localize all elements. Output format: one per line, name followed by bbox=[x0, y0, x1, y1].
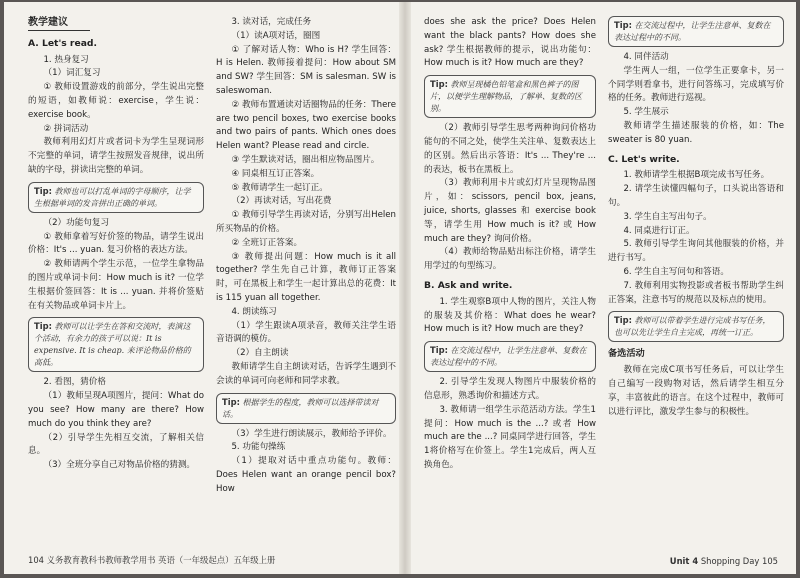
tip-label: Tip: bbox=[34, 321, 52, 332]
paragraph: 4. 同桌进行订正。 bbox=[623, 225, 695, 236]
section-d-title: 备选活动 bbox=[608, 348, 645, 360]
book-gutter bbox=[399, 2, 411, 574]
paragraph: （3）全班分享自己对物品价格的猜测。 bbox=[43, 460, 196, 471]
tip-box bbox=[28, 317, 204, 372]
right-page-footer bbox=[670, 556, 778, 566]
paragraph: 教师请学生描述服装的价格，如：The sweater is 80 yuan. bbox=[608, 120, 784, 145]
right-column-2 bbox=[608, 16, 784, 419]
paragraph: 4. 朗读练习 bbox=[231, 306, 277, 317]
tip-text: 教师可以让学生在答和交流时，表演这个活动，有余力的孩子可以说：It is expensive. It is cheap. 来评论物品价格的高低。 bbox=[34, 322, 191, 368]
right-column-1 bbox=[424, 16, 596, 473]
footer-title: Shopping Day 105 bbox=[698, 556, 778, 566]
tip-label: Tip: bbox=[34, 185, 52, 196]
section-c-title: C. Let's write. bbox=[608, 153, 680, 165]
tip-box bbox=[424, 341, 596, 372]
paragraph: ③ 教师提出问题：How much is it all together? 学生先自己计算，教师订正答案时，可在黑板上和学生一起计算出总的花费：It is 115 yuan all together. bbox=[216, 251, 396, 303]
unit-label: Unit 4 bbox=[669, 556, 699, 566]
paragraph: （1）读A项对话，圈图 bbox=[231, 30, 321, 41]
paragraph: （2）功能句复习 bbox=[43, 217, 110, 228]
paragraph: 5. 功能句操练 bbox=[231, 442, 286, 453]
paragraph: （1）教师呈现A项图片，提问：What do you see? How many are there? How much do you think they are? bbox=[28, 391, 204, 429]
paragraph: ② 教师布置通读对话圈物品的任务：There are two pencil boxes, two exercise books and two pairs of pants. Which ones does Helen want? Please read and circle. bbox=[216, 99, 396, 152]
paragraph: ① 教师拿着写好价签的物品，请学生说出价格：It's ... yuan. 复习价格的表达方法。 bbox=[28, 231, 204, 256]
paragraph: （3）学生进行朗读展示，教师给予评价。 bbox=[231, 428, 392, 439]
tip-label: Tip: bbox=[614, 20, 632, 30]
paragraph: 4. 同伴活动 bbox=[623, 52, 669, 62]
paragraph: 1. 热身复习 bbox=[43, 54, 89, 65]
paragraph: （4）教师给物品贴出标注价格，请学生用学过的句型练习。 bbox=[424, 247, 596, 272]
paragraph: （3）教师利用卡片或幻灯片呈现物品图片，如：scissors, pencil box, jeans, juice, shorts, glasses 和 exercise book 等，请学生用 How much is it? 或 How much are they? 询问价格。 bbox=[424, 178, 596, 244]
tip-text: 在交流过程中，让学生注意单、复数在表达过程中的不同。 bbox=[614, 21, 771, 42]
paragraph: ③ 学生默读对话，圈出相应物品图片。 bbox=[231, 154, 380, 165]
paragraph: 3. 读对话，完成任务 bbox=[231, 17, 312, 27]
section-b-title: B. Ask and write. bbox=[424, 279, 513, 291]
tip-label: Tip: bbox=[430, 79, 448, 90]
paragraph: （2）教师引导学生思考两种询问价格功能句的不同之处，使学生关注单、复数表达上的区别。然后出示答语：It's ... They're ... 的表达，板书在黑板上。 bbox=[424, 123, 596, 175]
left-column-1 bbox=[28, 16, 204, 473]
paragraph: ④ 同桌相互订正答案。 bbox=[231, 168, 320, 179]
tip-label: Tip: bbox=[430, 345, 448, 356]
tip-text: 在交流过程中，让学生注意单、复数在表达过程中的不同。 bbox=[430, 346, 587, 368]
paragraph: ① 了解对话人物：Who is H? 学生回答：H is Helen. 教师接着提问：How about SM and SW? 学生回答：SM is salesman. SW is saleswoman. bbox=[216, 44, 396, 96]
paragraph: 2. 看图，猜价格 bbox=[43, 377, 106, 388]
paragraph: （2）引导学生先相互交流，了解相关信息。 bbox=[28, 432, 204, 457]
paragraph: 2. 引导学生发现人物图片中服装价格的信息形，熟悉询价和描述方式。 bbox=[424, 377, 596, 401]
tip-text: 教师也可以打乱单词的字母顺序，让学生根据单词的发音拼出正确的单词。 bbox=[34, 186, 191, 208]
section-a-title: A. Let's read. bbox=[28, 37, 97, 49]
tip-text: 教师呈现橘色铅笔盒和黑色裤子的图片，以便学生理解物品，了解单、复数的区别。 bbox=[430, 80, 582, 114]
tip-box bbox=[28, 182, 204, 213]
paragraph: ⑤ 教师请学生一起订正。 bbox=[231, 182, 328, 193]
tip-box bbox=[216, 393, 396, 424]
left-page-footer: 104 义务教育教科书教师教学用书 英语（一年级起点）五年级上册 bbox=[28, 555, 276, 565]
paragraph: 5. 教师引导学生询问其他服装的价格，并进行书写。 bbox=[608, 239, 784, 264]
left-column-2 bbox=[216, 16, 396, 497]
paragraph: （1）学生跟读A项录音，教师关注学生语音语调的模仿。 bbox=[216, 320, 396, 345]
paragraph: ② 教师请两个学生示范，一位学生拿物品的图片或单词卡问：How much is it? 一位学生根据价签回答：It is ... yuan. 并将价签贴在有关物品或单词卡片上。 bbox=[28, 259, 204, 311]
paragraph: 1. 教师请学生根据B项完成书写任务。 bbox=[623, 170, 770, 181]
paragraph: 5. 学生展示 bbox=[623, 107, 669, 118]
paragraph: 学生两人一组，一位学生正要拿卡，另一个同学则看拿书，进行问答练习，完成填写价格的任务。教师进行巡视。 bbox=[608, 65, 784, 104]
paragraph: （1）词汇复习 bbox=[43, 68, 101, 79]
paragraph: 7. 教师利用实物投影或者板书帮助学生纠正答案，注意书写的规范以及标点的使用。 bbox=[608, 280, 784, 305]
paragraph: 6. 学生自主写问句和答语。 bbox=[623, 266, 729, 277]
tip-text: 根据学生的程度，教师可以选择带读对话。 bbox=[222, 397, 379, 419]
paragraph: （2）再读对话，写出花费 bbox=[231, 196, 332, 207]
paragraph: ① 教师引导学生再读对话，分别写出Helen所买物品的价格。 bbox=[216, 210, 396, 234]
paragraph: 教师利用幻灯片或者词卡为学生呈现词形不完整的单词，请学生按照发音规律，说出所缺的字母，拼读出完整的单词。 bbox=[28, 137, 204, 175]
paragraph: 教师请学生自主朗读对话，告诉学生遇到不会读的单词可向老师和同学求教。 bbox=[216, 361, 396, 386]
paragraph: 教师在完成C项书写任务后，可以让学生自己编写一段购物对话，然后请学生相互分享，丰富彼此的语言。在这个过程中，教师可以进行评比，激发学生参与的积极性。 bbox=[608, 365, 784, 417]
tip-text: 教师可以带着学生进行完成书写任务，也可以先让学生自主完成，再统一订正。 bbox=[614, 316, 771, 338]
paragraph: ② 全班订正答案。 bbox=[231, 237, 303, 248]
page-heading: 教学建议 bbox=[28, 16, 90, 31]
book-spread bbox=[4, 2, 796, 574]
tip-box bbox=[424, 75, 596, 118]
paragraph: 1. 学生观察B项中人物的图片，关注人物的服装及其价格：What does he wear? How much is it? How much are they? bbox=[424, 296, 596, 335]
tip-box bbox=[608, 16, 784, 47]
paragraph: 2. 请学生读懂四幅句子，口头说出答语和句。 bbox=[608, 184, 784, 208]
tip-box bbox=[608, 311, 784, 342]
paragraph: ① 教师设置游戏的前部分，学生说出完整的短语，如教师说：exercise，学生说：exercise book。 bbox=[28, 82, 204, 120]
paragraph: （2）自主朗读 bbox=[231, 348, 289, 359]
paragraph: （1）提取对话中重点功能句。教师：Does Helen want an orange pencil box? How bbox=[216, 456, 396, 494]
paragraph: does she ask the price? Does Helen want the black pants? How does she ask? 学生根据教师的提示，说出功能句：How much is it? How much are they? bbox=[424, 17, 596, 69]
paragraph: 3. 学生自主写出句子。 bbox=[623, 211, 712, 222]
paragraph: 3. 教师请一组学生示范活动方法。学生1提问：How much is the ...? 或者 How much are the ...? 同桌同学进行回答，学生1将价格写在价签上。学生1完成后，两人互换角色。 bbox=[424, 404, 596, 470]
tip-label: Tip: bbox=[614, 315, 632, 326]
tip-label: Tip: bbox=[222, 396, 240, 407]
paragraph: ② 拼词活动 bbox=[43, 123, 89, 134]
